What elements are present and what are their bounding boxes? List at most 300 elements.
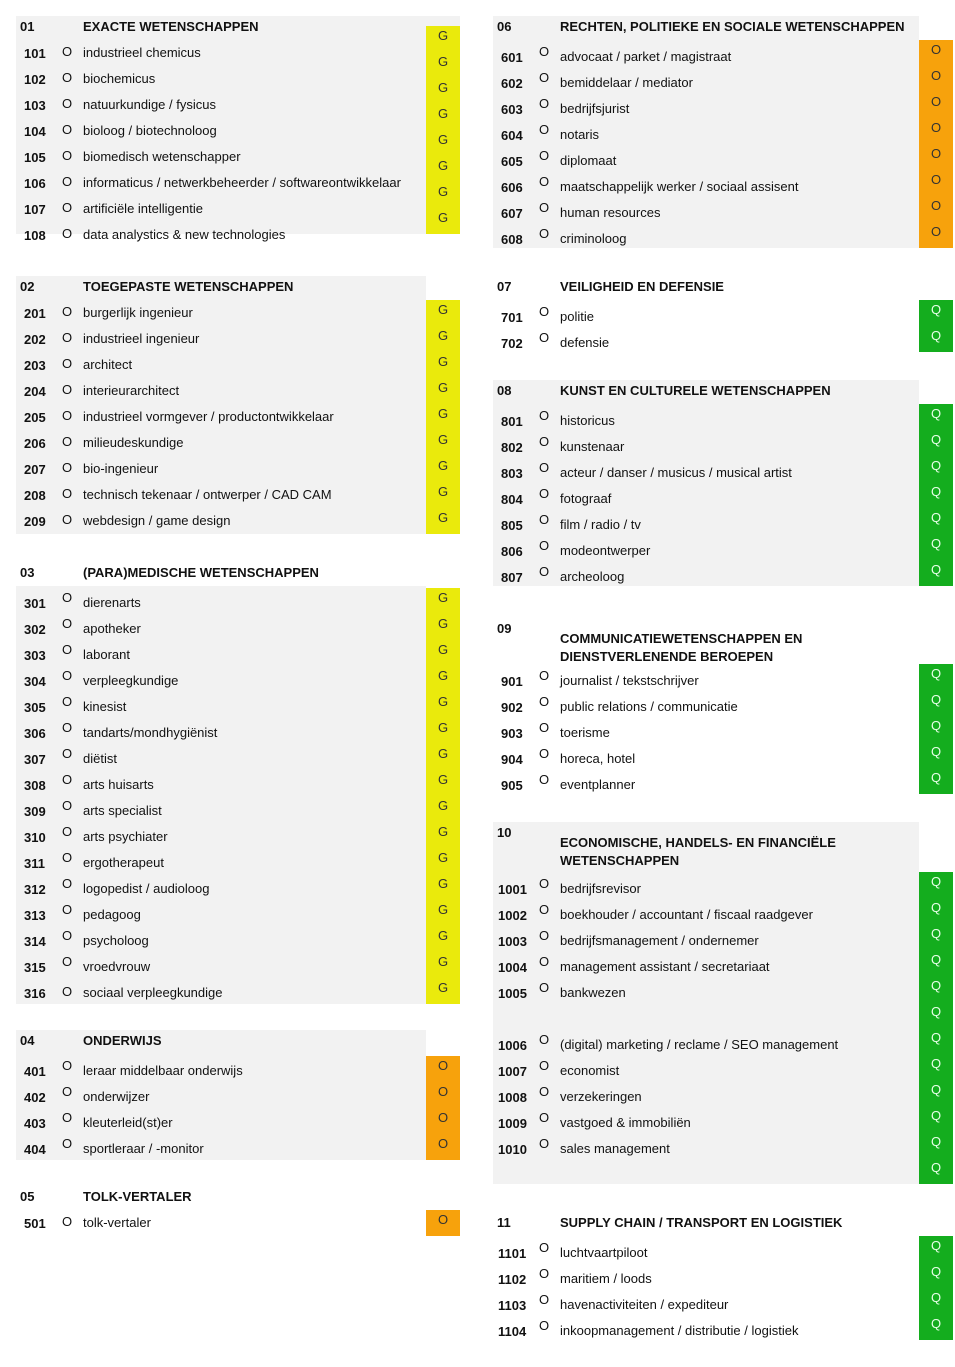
option-label: verzekeringen (560, 1089, 642, 1104)
option-label: onderwijzer (83, 1089, 150, 1104)
option-radio-icon[interactable]: O (539, 694, 550, 709)
option-radio-icon[interactable]: O (62, 1058, 73, 1073)
option-row[interactable] (16, 300, 426, 326)
option-row[interactable] (493, 512, 919, 538)
option-radio-icon[interactable]: O (539, 1032, 550, 1047)
option-row[interactable] (493, 746, 919, 772)
option-radio-icon[interactable]: O (539, 1240, 550, 1255)
option-label: human resources (560, 205, 661, 220)
option-radio-icon[interactable]: O (539, 980, 550, 995)
option-code: 306 (24, 726, 46, 741)
category-badge: Q (919, 508, 953, 534)
section-title: (PARA)MEDISCHE WETENSCHAPPEN (83, 565, 319, 580)
option-label: pedagoog (83, 907, 141, 922)
option-radio-icon[interactable]: O (62, 44, 73, 59)
category-badge: G (426, 640, 460, 666)
option-radio-icon[interactable]: O (62, 408, 73, 423)
section-header (493, 380, 919, 400)
category-badge: Q (919, 404, 953, 430)
option-radio-icon[interactable]: O (539, 564, 550, 579)
section-title: ECONOMISCHE, HANDELS- EN FINANCIËLE WETENSCHAPPEN (560, 835, 836, 868)
option-label: kinesist (83, 699, 127, 714)
option-label: psycholoog (83, 933, 149, 948)
option-radio-icon[interactable]: O (539, 304, 550, 319)
option-radio-icon[interactable]: O (539, 70, 550, 85)
category-badge: G (426, 208, 460, 234)
category-badge: G (426, 796, 460, 822)
option-radio-icon[interactable]: O (539, 746, 550, 761)
option-row[interactable] (16, 954, 426, 980)
option-label: bedrijfsmanagement / ondernemer (560, 933, 759, 948)
option-code: 102 (24, 72, 46, 87)
option-label: milieudeskundige (83, 435, 184, 450)
option-code: 604 (501, 128, 523, 143)
category-badge: Q (919, 1132, 953, 1158)
option-row[interactable] (493, 330, 919, 356)
option-radio-icon[interactable]: O (539, 538, 550, 553)
section-title: COMMUNICATIEWETENSCHAPPEN EN DIENSTVERLENENDE BEROEPEN (560, 631, 803, 664)
option-row[interactable] (493, 1136, 919, 1162)
category-badge: O (919, 144, 953, 170)
option-row[interactable] (16, 430, 426, 456)
option-label: boekhouder / accountant / fiscaal raadgever (560, 907, 813, 922)
option-radio-icon[interactable]: O (62, 1214, 73, 1229)
option-code: 302 (24, 622, 46, 637)
option-label: havenactiviteiten / expediteur (560, 1297, 729, 1312)
option-label: public relations / communicatie (560, 699, 738, 714)
category-badge: Q (919, 924, 953, 950)
option-row[interactable] (493, 70, 919, 96)
option-radio-icon[interactable]: O (62, 590, 73, 605)
option-row[interactable] (16, 980, 426, 1006)
category-badge: G (426, 430, 460, 456)
option-radio-icon[interactable]: O (62, 772, 73, 787)
option-code: 905 (501, 778, 523, 793)
option-row[interactable] (16, 824, 426, 850)
category-badge: Q (919, 1106, 953, 1132)
option-row[interactable] (493, 876, 919, 902)
option-label: sociaal verpleegkundige (83, 985, 223, 1000)
category-badge: Q (919, 430, 953, 456)
option-label: leraar middelbaar onderwijs (83, 1063, 243, 1078)
option-radio-icon[interactable]: O (62, 1110, 73, 1125)
option-code: 1102 (498, 1272, 527, 1287)
option-row[interactable] (16, 772, 426, 798)
option-row[interactable] (16, 92, 460, 118)
option-code: 601 (501, 50, 523, 65)
category-badge: Q (919, 560, 953, 586)
option-label: fotograaf (560, 491, 612, 506)
category-badge: G (426, 482, 460, 508)
option-row[interactable] (16, 928, 426, 954)
option-radio-icon[interactable]: O (62, 356, 73, 371)
option-radio-icon[interactable]: O (539, 668, 550, 683)
section-number: 09 (497, 621, 512, 636)
category-badge: G (426, 900, 460, 926)
option-radio-icon[interactable]: O (62, 122, 73, 137)
option-code: 1004 (498, 960, 527, 975)
option-label: architect (83, 357, 133, 372)
option-row[interactable] (16, 378, 426, 404)
option-row[interactable] (16, 1084, 426, 1110)
option-code: 308 (24, 778, 46, 793)
option-radio-icon[interactable]: O (539, 226, 550, 241)
category-badge: G (426, 404, 460, 430)
option-row[interactable] (16, 40, 460, 66)
option-row[interactable] (16, 508, 426, 534)
option-code: 103 (24, 98, 46, 113)
option-radio-icon[interactable]: O (62, 486, 73, 501)
category-badge: G (426, 182, 460, 208)
option-label: maatschappelijk werker / sociaal assisent (560, 179, 799, 194)
option-row[interactable] (493, 1266, 919, 1292)
section-title: TOEGEPASTE WETENSCHAPPEN (83, 279, 294, 294)
section-number: 03 (20, 565, 35, 580)
option-row[interactable] (493, 486, 919, 512)
option-radio-icon[interactable]: O (539, 772, 550, 787)
option-radio-icon[interactable]: O (539, 876, 550, 891)
option-code: 901 (501, 674, 523, 689)
option-radio-icon[interactable]: O (62, 1084, 73, 1099)
option-radio-icon[interactable]: O (62, 512, 73, 527)
option-radio-icon[interactable]: O (539, 330, 550, 345)
option-row[interactable] (493, 772, 919, 798)
section-title: RECHTEN, POLITIEKE EN SOCIALE WETENSCHAPPEN (560, 19, 905, 34)
option-radio-icon[interactable]: O (539, 96, 550, 111)
option-label: diplomaat (560, 153, 617, 168)
option-label: biochemicus (83, 71, 156, 86)
option-row[interactable] (16, 196, 460, 222)
category-badge: G (426, 874, 460, 900)
category-badge: G (426, 926, 460, 952)
option-row[interactable] (493, 226, 919, 252)
option-code: 403 (24, 1116, 46, 1131)
option-radio-icon[interactable]: O (539, 408, 550, 423)
option-label: kunstenaar (560, 439, 625, 454)
option-label: arts specialist (83, 803, 162, 818)
option-radio-icon[interactable]: O (62, 668, 73, 683)
section-header (493, 618, 919, 664)
category-badge: Q (919, 1288, 953, 1314)
option-row[interactable] (16, 404, 426, 430)
option-radio-icon[interactable]: O (62, 746, 73, 761)
option-radio-icon[interactable]: O (539, 1058, 550, 1073)
option-code: 603 (501, 102, 523, 117)
section-number: 02 (20, 279, 35, 294)
section-header (493, 1212, 919, 1232)
option-label: kleuterleid(st)er (83, 1115, 173, 1130)
option-radio-icon[interactable]: O (62, 824, 73, 839)
option-code: 804 (501, 492, 523, 507)
option-radio-icon[interactable]: O (62, 694, 73, 709)
category-badge: G (426, 508, 460, 534)
section-header (16, 16, 460, 36)
option-radio-icon[interactable]: O (62, 460, 73, 475)
option-row (493, 1162, 919, 1188)
option-radio-icon[interactable]: O (539, 1318, 550, 1333)
option-code: 107 (24, 202, 46, 217)
section-header (16, 1030, 426, 1050)
category-badge: Q (919, 1262, 953, 1288)
category-badge: G (426, 588, 460, 614)
option-radio-icon[interactable]: O (539, 1292, 550, 1307)
option-row[interactable] (493, 96, 919, 122)
option-row[interactable] (16, 1110, 426, 1136)
option-code: 904 (501, 752, 523, 767)
category-badge: O (426, 1134, 460, 1160)
option-radio-icon[interactable]: O (62, 226, 73, 241)
option-code: 402 (24, 1090, 46, 1105)
section-header (16, 1186, 426, 1206)
category-badge: G (426, 692, 460, 718)
option-row[interactable] (493, 460, 919, 486)
category-badge: G (426, 52, 460, 78)
option-row[interactable] (493, 980, 919, 1006)
option-code: 1005 (498, 986, 527, 1001)
option-radio-icon[interactable]: O (62, 200, 73, 215)
option-radio-icon[interactable]: O (62, 954, 73, 969)
option-code: 701 (501, 310, 523, 325)
option-radio-icon[interactable]: O (539, 512, 550, 527)
option-radio-icon[interactable]: O (62, 928, 73, 943)
category-badge: Q (919, 716, 953, 742)
option-label: management assistant / secretariaat (560, 959, 770, 974)
option-code: 201 (24, 306, 46, 321)
option-row[interactable] (493, 564, 919, 590)
section-header (493, 822, 919, 868)
option-row[interactable] (16, 170, 460, 196)
option-radio-icon[interactable]: O (62, 876, 73, 891)
option-radio-icon[interactable]: O (539, 148, 550, 163)
option-code: 605 (501, 154, 523, 169)
option-row[interactable] (493, 1318, 919, 1344)
option-label: industrieel vormgever / productontwikkelaar (83, 409, 334, 424)
option-row[interactable] (16, 850, 426, 876)
option-row[interactable] (493, 668, 919, 694)
option-code: 305 (24, 700, 46, 715)
option-row[interactable] (493, 1084, 919, 1110)
section-header (16, 276, 426, 296)
option-radio-icon[interactable]: O (539, 122, 550, 137)
option-label: burgerlijk ingenieur (83, 305, 193, 320)
section-number: 08 (497, 383, 512, 398)
option-row[interactable] (16, 668, 426, 694)
option-radio-icon[interactable]: O (62, 902, 73, 917)
option-radio-icon[interactable]: O (539, 1136, 550, 1151)
category-badge: G (426, 744, 460, 770)
option-row[interactable] (493, 720, 919, 746)
option-code: 1010 (498, 1142, 527, 1157)
category-badge: G (426, 848, 460, 874)
option-radio-icon[interactable]: O (62, 984, 73, 999)
option-row[interactable] (493, 122, 919, 148)
section-title: EXACTE WETENSCHAPPEN (83, 19, 259, 34)
option-row[interactable] (493, 44, 919, 70)
option-row[interactable] (16, 590, 426, 616)
option-radio-icon[interactable]: O (62, 148, 73, 163)
option-code: 1006 (498, 1038, 527, 1053)
option-code: 312 (24, 882, 46, 897)
option-row[interactable] (16, 694, 426, 720)
option-radio-icon[interactable]: O (62, 850, 73, 865)
option-row[interactable] (16, 482, 426, 508)
category-badge: G (426, 718, 460, 744)
option-label: bioloog / biotechnoloog (83, 123, 217, 138)
option-label: interieurarchitect (83, 383, 180, 398)
option-row[interactable] (16, 1210, 426, 1236)
option-radio-icon[interactable]: O (539, 434, 550, 449)
option-radio-icon[interactable]: O (62, 382, 73, 397)
option-row[interactable] (16, 144, 460, 170)
option-code: 607 (501, 206, 523, 221)
option-code: 108 (24, 228, 46, 243)
option-code: 101 (24, 46, 46, 61)
option-row[interactable] (493, 694, 919, 720)
option-radio-icon[interactable]: O (539, 174, 550, 189)
option-code: 1104 (498, 1324, 527, 1339)
option-code: 104 (24, 124, 46, 139)
option-row[interactable] (493, 538, 919, 564)
option-row[interactable] (16, 456, 426, 482)
option-row[interactable] (16, 222, 460, 248)
category-badge: Q (919, 1080, 953, 1106)
category-badge: Q (919, 872, 953, 898)
option-row (493, 1006, 919, 1032)
option-row[interactable] (16, 746, 426, 772)
option-row[interactable] (16, 352, 426, 378)
category-badge: Q (919, 1002, 953, 1028)
section-number: 04 (20, 1033, 35, 1048)
option-radio-icon[interactable]: O (539, 44, 550, 59)
category-badge: O (919, 196, 953, 222)
option-radio-icon[interactable]: O (539, 1110, 550, 1125)
option-radio-icon[interactable]: O (539, 200, 550, 215)
category-badge: G (426, 352, 460, 378)
option-row[interactable] (16, 876, 426, 902)
section-title: VEILIGHEID EN DEFENSIE (560, 279, 724, 294)
option-radio-icon[interactable]: O (62, 720, 73, 735)
option-row[interactable] (493, 902, 919, 928)
section-title: ONDERWIJS (83, 1033, 162, 1048)
option-label: sales management (560, 1141, 670, 1156)
option-radio-icon[interactable]: O (539, 486, 550, 501)
option-radio-icon[interactable]: O (62, 434, 73, 449)
option-label: acteur / danser / musicus / musical artist (560, 465, 792, 480)
option-code: 309 (24, 804, 46, 819)
option-row[interactable] (16, 1136, 426, 1162)
category-badge: Q (919, 976, 953, 1002)
option-row[interactable] (493, 174, 919, 200)
option-code: 807 (501, 570, 523, 585)
option-label: natuurkundige / fysicus (83, 97, 216, 112)
option-label: arts huisarts (83, 777, 154, 792)
option-code: 304 (24, 674, 46, 689)
option-radio-icon[interactable]: O (539, 928, 550, 943)
option-code: 303 (24, 648, 46, 663)
section-title: TOLK-VERTALER (83, 1189, 192, 1204)
category-badge: Q (919, 1028, 953, 1054)
option-row[interactable] (493, 434, 919, 460)
option-label: vroedvrouw (83, 959, 151, 974)
option-row[interactable] (493, 928, 919, 954)
option-row[interactable] (493, 1292, 919, 1318)
category-badge: G (426, 26, 460, 52)
option-radio-icon[interactable]: O (539, 460, 550, 475)
option-radio-icon[interactable]: O (539, 954, 550, 969)
option-code: 902 (501, 700, 523, 715)
category-badge: G (426, 822, 460, 848)
option-code: 404 (24, 1142, 46, 1157)
option-row[interactable] (493, 1058, 919, 1084)
option-row[interactable] (16, 326, 426, 352)
option-radio-icon[interactable]: O (62, 304, 73, 319)
option-row[interactable] (493, 200, 919, 226)
option-radio-icon[interactable]: O (539, 1266, 550, 1281)
option-row[interactable] (493, 408, 919, 434)
option-row[interactable] (16, 66, 460, 92)
option-code: 1103 (498, 1298, 527, 1313)
option-radio-icon[interactable]: O (539, 720, 550, 735)
option-code: 205 (24, 410, 46, 425)
option-row[interactable] (493, 1032, 919, 1058)
option-radio-icon[interactable]: O (62, 616, 73, 631)
option-radio-icon[interactable]: O (62, 1136, 73, 1151)
option-row[interactable] (16, 720, 426, 746)
option-row[interactable] (16, 902, 426, 928)
option-row[interactable] (493, 304, 919, 330)
option-row[interactable] (16, 616, 426, 642)
category-badge: O (919, 118, 953, 144)
category-badge: G (426, 952, 460, 978)
section-header (493, 16, 919, 36)
section-number: 11 (497, 1215, 511, 1230)
option-radio-icon[interactable]: O (539, 902, 550, 917)
option-code: 1008 (498, 1090, 527, 1105)
category-badge: Q (919, 1054, 953, 1080)
option-row[interactable] (16, 642, 426, 668)
option-label: sportleraar / -monitor (83, 1141, 204, 1156)
option-label: webdesign / game design (83, 513, 231, 528)
option-row[interactable] (493, 1110, 919, 1136)
category-badge: Q (919, 950, 953, 976)
category-badge: O (426, 1056, 460, 1082)
option-code: 311 (24, 856, 45, 871)
option-radio-icon[interactable]: O (539, 1084, 550, 1099)
category-badge: O (919, 66, 953, 92)
option-code: 802 (501, 440, 523, 455)
option-row[interactable] (16, 1058, 426, 1084)
option-radio-icon[interactable]: O (62, 798, 73, 813)
category-badge: Q (919, 768, 953, 794)
option-label: bankwezen (560, 985, 626, 1000)
option-radio-icon[interactable]: O (62, 96, 73, 111)
option-radio-icon[interactable]: O (62, 642, 73, 657)
option-row[interactable] (493, 954, 919, 980)
option-row[interactable] (16, 798, 426, 824)
category-badge: G (426, 666, 460, 692)
option-radio-icon[interactable]: O (62, 174, 73, 189)
option-label: (digital) marketing / reclame / SEO management (560, 1037, 839, 1052)
option-label: horeca, hotel (560, 751, 636, 766)
option-label: modeontwerper (560, 543, 651, 558)
option-row[interactable] (493, 1240, 919, 1266)
option-radio-icon[interactable]: O (62, 330, 73, 345)
option-label: ergotherapeut (83, 855, 164, 870)
option-radio-icon[interactable]: O (62, 70, 73, 85)
option-row[interactable] (16, 118, 460, 144)
option-label: journalist / tekstschrijver (560, 673, 699, 688)
option-row[interactable] (493, 148, 919, 174)
